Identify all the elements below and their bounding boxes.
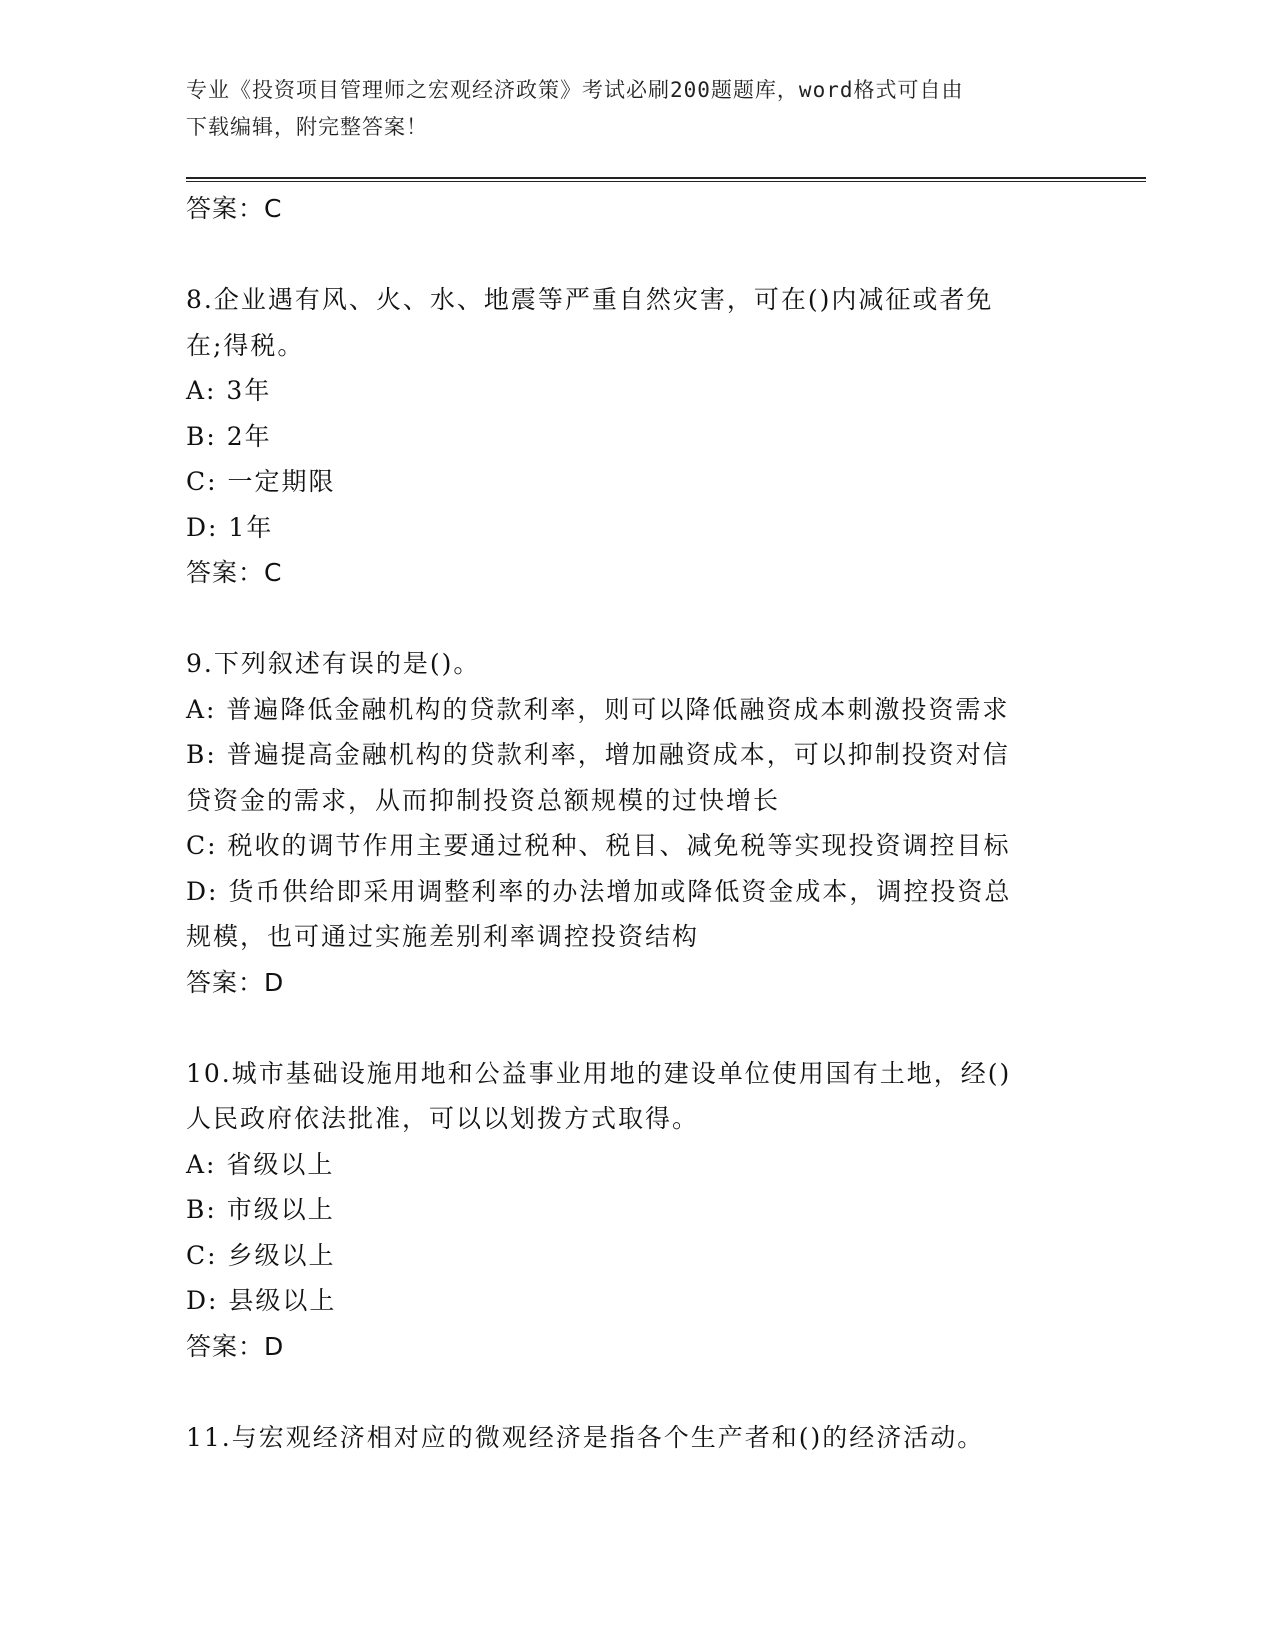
answer-line: 答案：D	[186, 967, 285, 997]
question-stem-line: 10.城市基础设施用地和公益事业用地的建设单位使用国有土地，经()	[186, 1058, 1012, 1088]
question-stem-line: 8.企业遇有风、火、水、地震等严重自然灾害，可在()内减征或者免	[186, 285, 994, 314]
question-spacer	[186, 232, 1086, 278]
option-line: 贷资金的需求，从而抑制投资总额规模的过快增长	[186, 785, 781, 815]
question-stem-line: 11.与宏观经济相对应的微观经济是指各个生产者和()的经济活动。	[186, 1422, 985, 1452]
question-spacer	[186, 1369, 1086, 1415]
document-header	[186, 72, 1086, 146]
answer-line: 答案：D	[186, 1331, 285, 1361]
header-divider-thin	[186, 181, 1146, 182]
option-line: A: 普遍降低金融机构的贷款利率，则可以降低融资成本刺激投资需求	[186, 694, 1010, 724]
header-line-1: 专业《投资项目管理师之宏观经济政策》考试必刷200题题库，word格式可自由	[186, 78, 964, 102]
option-line: A: 省级以上	[186, 1149, 335, 1179]
question-stem-line: 在;得税。	[186, 330, 305, 360]
option-line: B: 市级以上	[186, 1195, 335, 1224]
question-stem-line: 人民政府依法批准，可以以划拨方式取得。	[186, 1104, 700, 1133]
option-line: B: 2年	[186, 421, 272, 451]
answer-line: 答案：C	[186, 558, 283, 587]
header-line-2: 下载编辑，附完整答案！	[186, 115, 428, 139]
option-line: D: 县级以上	[186, 1286, 337, 1315]
question-block	[186, 641, 1086, 1005]
option-line: A: 3年	[186, 376, 272, 405]
option-line: C: 税收的调节作用主要通过税种、税目、减免税等实现投资调控目标	[186, 831, 1011, 860]
header-divider-thick	[186, 177, 1146, 179]
option-line: 规模，也可通过实施差别利率调控投资结构	[186, 922, 700, 951]
option-line: D: 货币供给即采用调整利率的办法增加或降低资金成本，调控投资总	[186, 876, 1012, 906]
previous-answer: 答案：C	[186, 194, 283, 223]
question-stem-line: 9.下列叙述有误的是()。	[186, 649, 481, 678]
question-block	[186, 1415, 1086, 1461]
question-block	[186, 1051, 1086, 1370]
option-line: D: 1年	[186, 512, 274, 542]
question-spacer	[186, 596, 1086, 642]
option-line: B: 普遍提高金融机构的贷款利率，增加融资成本，可以抑制投资对信	[186, 740, 1010, 769]
question-content	[186, 186, 1086, 1460]
question-block	[186, 277, 1086, 596]
option-line: C: 一定期限	[186, 467, 336, 496]
question-spacer	[186, 1005, 1086, 1051]
option-line: C: 乡级以上	[186, 1240, 336, 1270]
